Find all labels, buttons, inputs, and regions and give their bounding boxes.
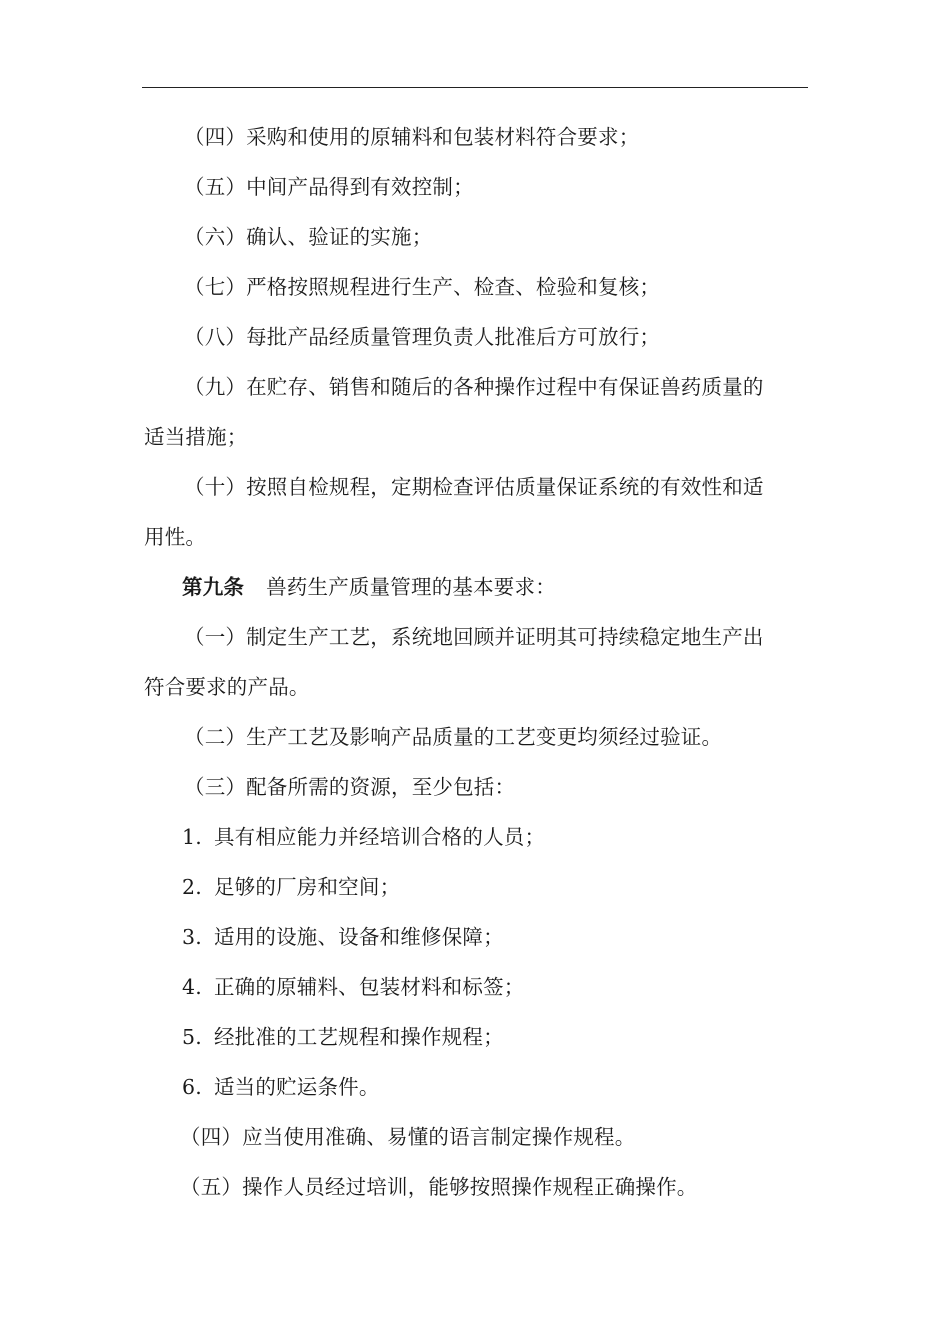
- document-body: [144, 112, 808, 1212]
- item-9-line-2: 适当措施；: [144, 425, 248, 449]
- resource-num: 3.: [182, 925, 202, 949]
- article-9-item-2: （二）生产工艺及影响产品质量的工艺变更均须经过验证。: [184, 725, 723, 749]
- resource-num: 6.: [182, 1075, 202, 1099]
- article-9-item-1-line-2: 符合要求的产品。: [144, 675, 310, 699]
- item-10-line-1: （十）按照自检规程，定期检查评估质量保证系统的有效性和适: [184, 475, 764, 499]
- resource-item-5: [144, 1012, 808, 1062]
- resource-num: 5.: [182, 1025, 202, 1049]
- resource-num: 4.: [182, 975, 202, 999]
- article-9-label: 第九条: [182, 575, 245, 599]
- resource-text: 适当的贮运条件。: [213, 1075, 380, 1099]
- resource-num: 1.: [182, 825, 202, 849]
- item-8: （八）每批产品经质量管理负责人批准后方可放行；: [184, 325, 661, 349]
- resource-item-1: [144, 812, 808, 862]
- resource-item-4: [144, 962, 808, 1012]
- resource-text: 足够的厂房和空间；: [213, 875, 401, 899]
- item-4: （四）采购和使用的原辅料和包装材料符合要求；: [184, 125, 640, 149]
- resource-text: 正确的原辅料、包装材料和标签；: [213, 975, 525, 999]
- resource-text: 具有相应能力并经培训合格的人员；: [213, 825, 546, 849]
- article-9-item-1-line-1: （一）制定生产工艺，系统地回顾并证明其可持续稳定地生产出: [184, 625, 764, 649]
- item-10-line-2: 用性。: [144, 525, 207, 549]
- resource-item-2: [144, 862, 808, 912]
- article-9-item-4: （四）应当使用准确、易懂的语言制定操作规程。: [180, 1125, 636, 1149]
- item-6: （六）确认、验证的实施；: [184, 225, 433, 249]
- article-9-text: 兽药生产质量管理的基本要求：: [266, 575, 556, 599]
- article-9-heading: [144, 562, 808, 612]
- resource-item-3: [144, 912, 808, 962]
- resource-item-6: [144, 1062, 808, 1112]
- article-9-item-3: （三）配备所需的资源，至少包括：: [184, 775, 516, 799]
- article-9-item-5: （五）操作人员经过培训，能够按照操作规程正确操作。: [180, 1175, 698, 1199]
- item-5: （五）中间产品得到有效控制；: [184, 175, 474, 199]
- resource-text: 适用的设施、设备和维修保障；: [213, 925, 504, 949]
- header-rule: [142, 87, 808, 88]
- resource-num: 2.: [182, 875, 202, 899]
- item-9-line-1: （九）在贮存、销售和随后的各种操作过程中有保证兽药质量的: [184, 375, 764, 399]
- item-7: （七）严格按照规程进行生产、检查、检验和复核；: [184, 275, 661, 299]
- resource-text: 经批准的工艺规程和操作规程；: [213, 1025, 504, 1049]
